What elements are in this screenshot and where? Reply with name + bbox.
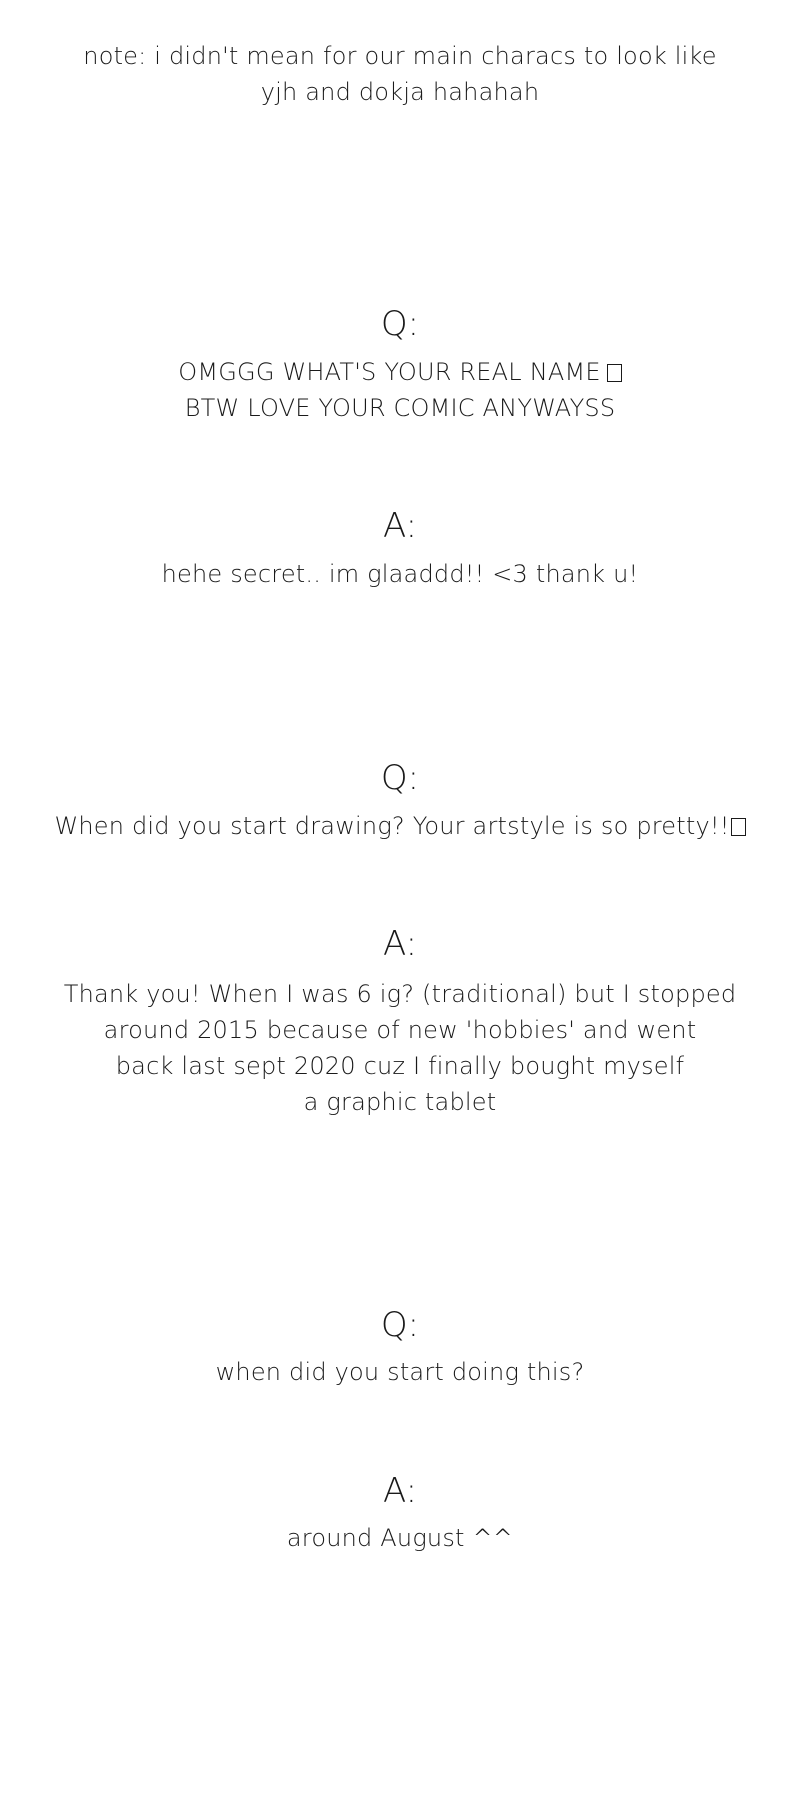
question-label: Q: [380,758,420,798]
question-text [0,354,800,426]
answer-label: A: [382,924,418,964]
answer-line: around 2015 because of new 'hobbies' and went [103,1016,697,1044]
answer-line: Thank you! When I was 6 ig? (traditional) but I stopped [63,980,737,1008]
answer-label: A: [382,1471,418,1511]
missing-glyph-icon [607,364,622,382]
answer-line: hehe secret.. im glaaddd!! <3 thank u! [161,560,639,588]
answer-text [0,1520,800,1556]
answer-label: A: [382,506,418,546]
question-line: When did you start drawing? Your artstyle is so pretty!! [0,808,800,844]
answer-line: back last sept 2020 cuz I finally bought myself [115,1052,685,1080]
note-text [0,38,800,110]
missing-glyph-icon [731,818,746,836]
answer-text [0,976,800,1120]
question-line: when did you start doing this? [215,1358,585,1386]
answer-line: around August ^^ [286,1524,514,1552]
question-line: OMGGG WHAT'S YOUR REAL NAME [0,354,800,390]
answer-text [0,556,800,592]
question-line: BTW LOVE YOUR COMIC ANYWAYSS [184,394,616,422]
note-line: note: i didn't mean for our main characs to look like [83,42,717,70]
answer-line: a graphic tablet [303,1088,497,1116]
question-text [0,1354,800,1390]
question-label: Q: [380,304,420,344]
question-text [0,808,800,844]
question-label: Q: [380,1305,420,1345]
note-line: yjh and dokja hahahah [260,78,540,106]
